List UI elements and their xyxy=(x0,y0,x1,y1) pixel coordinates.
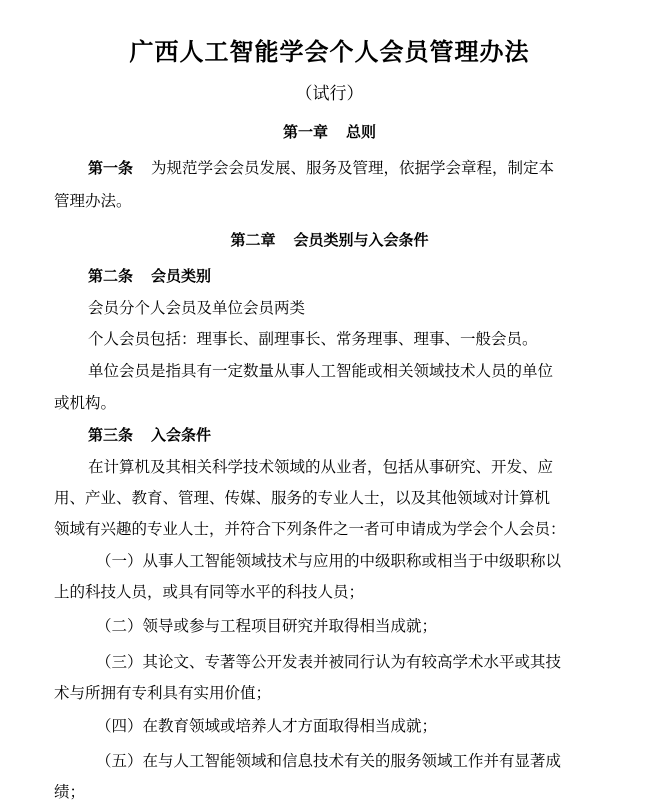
article-2-heading xyxy=(88,266,211,286)
article-1-label: 第一条 xyxy=(88,159,134,177)
article-3-item-1-line-2: 上的科技人员，或具有同等水平的科技人员； xyxy=(54,583,365,601)
article-3-title: 入会条件 xyxy=(151,426,212,444)
document-title: 广西人工智能学会个人会员管理办法 xyxy=(129,38,530,66)
article-1-line-2: 管理办法。 xyxy=(54,192,132,210)
chapter-1-name: 总则 xyxy=(346,123,377,141)
article-1-line-1 xyxy=(88,158,554,178)
article-3-label: 第三条 xyxy=(88,426,134,444)
article-3-item-1-line-1: （一）从事人工智能领域技术与应用的中级职称或相当于中级职称以 xyxy=(96,552,562,570)
article-2-paragraph-3-line-1: 单位会员是指具有一定数量从事人工智能或相关领域技术人员的单位 xyxy=(88,362,554,380)
article-3-item-5-line-2: 绩； xyxy=(54,783,86,801)
article-3-item-3-line-2: 术与所拥有专利具有实用价值； xyxy=(54,684,272,702)
article-3-intro-line-2: 用、产业、教育、管理、传媒、服务的专业人士，以及其他领域对计算机 xyxy=(54,489,551,507)
article-2-title: 会员类别 xyxy=(151,267,212,285)
article-3-intro-line-3: 领域有兴趣的专业人士，并符合下列条件之一者可申请成为学会个人会员： xyxy=(54,520,566,538)
chapter-2-name: 会员类别与入会条件 xyxy=(293,231,429,249)
article-2-paragraph-3-line-2: 或机构。 xyxy=(54,394,117,412)
article-2-paragraph-1: 会员分个人会员及单位会员两类 xyxy=(88,299,306,317)
article-3-intro-line-1: 在计算机及其相关科学技术领域的从业者，包括从事研究、开发、应 xyxy=(88,458,554,476)
document-subtitle: （试行） xyxy=(295,84,364,104)
chapter-1-number: 第一章 xyxy=(282,123,328,141)
article-3-item-3-line-1: （三）其论文、专著等公开发表并被同行认为有较高学术水平或其技 xyxy=(96,653,562,671)
article-1-text-1: 为规范学会会员发展、服务及管理，依据学会章程，制定本 xyxy=(151,159,555,177)
article-2-label: 第二条 xyxy=(88,267,134,285)
article-2-paragraph-2: 个人会员包括：理事长、副理事长、常务理事、理事、一般会员。 xyxy=(88,330,538,348)
article-3-heading xyxy=(88,425,211,445)
article-3-item-4: （四）在教育领域或培养人才方面取得相当成就； xyxy=(96,717,438,735)
article-3-item-2: （二）领导或参与工程项目研究并取得相当成就； xyxy=(96,617,438,635)
chapter-2-heading xyxy=(0,229,659,250)
article-3-item-5-line-1: （五）在与人工智能领域和信息技术有关的服务领域工作并有显著成 xyxy=(96,752,562,770)
chapter-1-heading xyxy=(0,121,659,142)
chapter-2-number: 第二章 xyxy=(230,231,276,249)
